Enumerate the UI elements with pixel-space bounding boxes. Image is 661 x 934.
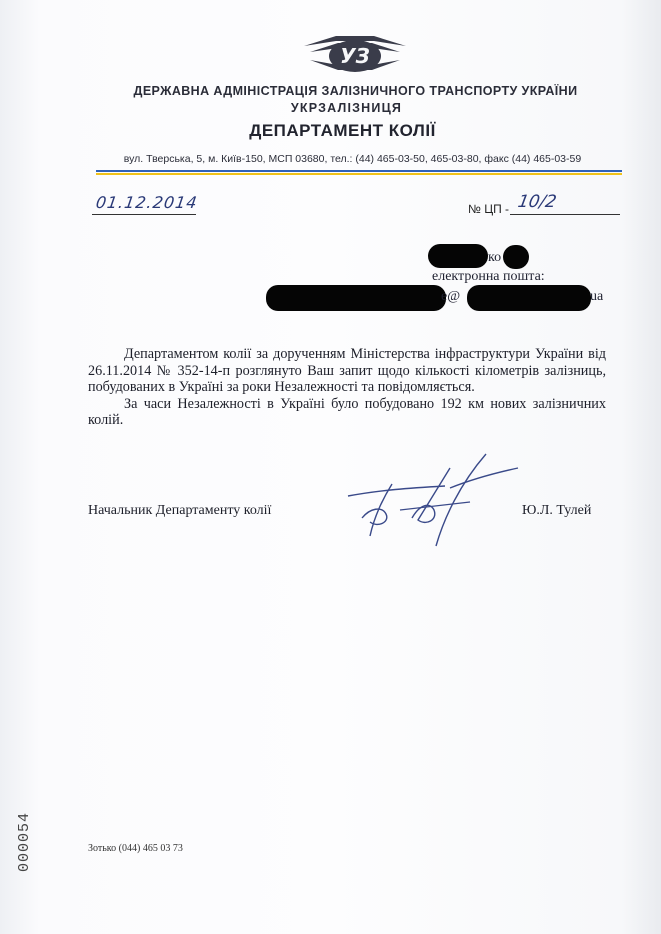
recipient-name-fragment: ко xyxy=(488,250,502,265)
signatory-name: Ю.Л. Тулей xyxy=(522,503,592,518)
header-rule-yellow xyxy=(96,173,622,175)
handwritten-signature xyxy=(340,448,525,548)
executor-phone: Зотько (044) 465 03 73 xyxy=(88,843,183,854)
date-underline xyxy=(92,214,196,215)
reference-underline xyxy=(510,214,620,215)
department-address: вул. Тверська, 5, м. Київ-150, МСП 03680, тел.: (44) 465-03-50, 465-03-80, факс (44) 465-03-59 xyxy=(123,153,582,165)
letter-date: 01.12.2014 xyxy=(94,193,199,212)
department-name: ДЕПАРТАМЕНТ КОЛІЇ xyxy=(249,121,436,140)
letter-body xyxy=(88,346,606,429)
body-paragraph: Департаментом колії за дорученням Міністерства інфраструктури України від 26.11.2014 № 352-14-п розглянуто Ваш запит щодо кількості кілометрів залізниць, побудованих в Україні за роки Незалежності та повідомляється. xyxy=(88,346,606,396)
header-rule-blue xyxy=(96,170,622,172)
svg-text:УЗ: УЗ xyxy=(340,44,370,68)
organization-short-name: УКРЗАЛІЗНИЦЯ xyxy=(290,101,403,115)
reference-number: 10/2 xyxy=(516,192,558,212)
document-serial-number: 000054 xyxy=(16,811,33,872)
redaction-block xyxy=(503,245,529,269)
organization-name: ДЕРЖАВНА АДМІНІСТРАЦІЯ ЗАЛІЗНИЧНОГО ТРАНСПОРТУ УКРАЇНИ xyxy=(133,84,578,98)
redaction-block xyxy=(467,285,591,311)
redaction-block xyxy=(428,244,488,268)
body-paragraph: За часи Незалежності в Україні було побудовано 192 км нових залізничних колій. xyxy=(88,395,606,429)
signatory-title: Начальник Департаменту колії xyxy=(88,503,272,518)
recipient-email-domain-fragment: ua xyxy=(590,289,604,304)
recipient-email-fragment: e@ xyxy=(441,289,461,304)
uz-railway-logo-icon xyxy=(300,30,410,78)
redaction-block xyxy=(266,285,446,311)
reference-label: № ЦП - xyxy=(468,202,510,216)
recipient-email-label: електронна пошта: xyxy=(432,269,545,284)
